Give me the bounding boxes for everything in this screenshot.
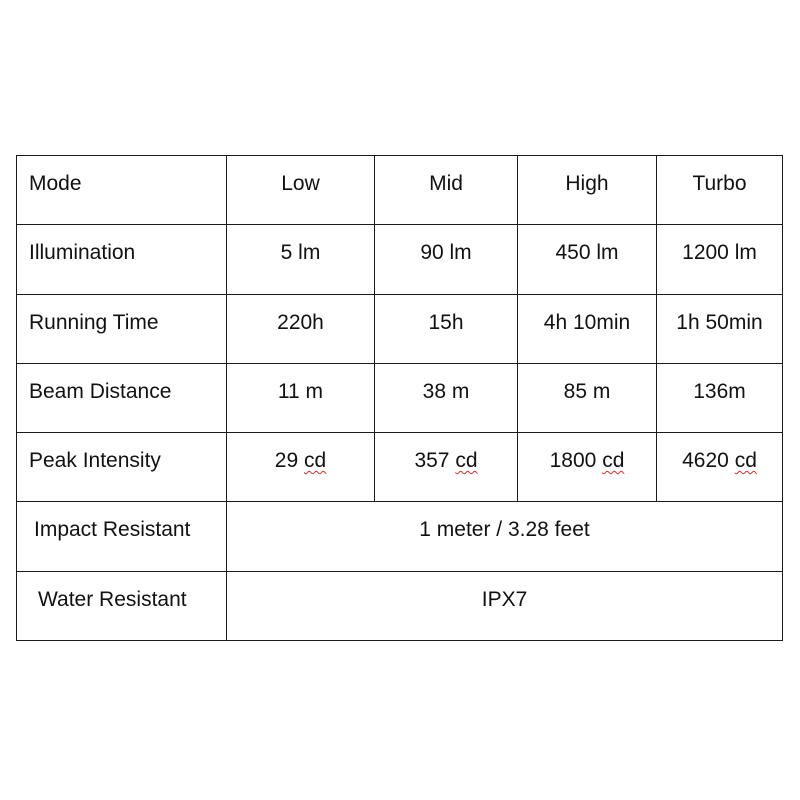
row-label-illumination: Illumination (17, 225, 227, 294)
running-time-mid: 15h (375, 294, 518, 363)
row-label-mode: Mode (17, 156, 227, 225)
mode-mid: Mid (375, 156, 518, 225)
table-row-running-time (17, 294, 783, 363)
illumination-turbo: 1200 lm (657, 225, 783, 294)
mode-low: Low (227, 156, 375, 225)
beam-distance-turbo: 136m (657, 363, 783, 432)
illumination-low: 5 lm (227, 225, 375, 294)
table-row-water-resistant (17, 571, 783, 640)
table-row-beam-distance (17, 363, 783, 432)
table-row-illumination (17, 225, 783, 294)
row-label-running-time: Running Time (17, 294, 227, 363)
water-resistant-value: IPX7 (227, 571, 783, 640)
running-time-high: 4h 10min (518, 294, 657, 363)
row-label-impact-resistant: Impact Resistant (17, 502, 227, 571)
running-time-turbo: 1h 50min (657, 294, 783, 363)
illumination-high: 450 lm (518, 225, 657, 294)
table-row-mode (17, 156, 783, 225)
peak-intensity-turbo: 4620 cd (657, 433, 783, 502)
mode-high: High (518, 156, 657, 225)
beam-distance-low: 11 m (227, 363, 375, 432)
impact-resistant-value: 1 meter / 3.28 feet (227, 502, 783, 571)
beam-distance-mid: 38 m (375, 363, 518, 432)
row-label-beam-distance: Beam Distance (17, 363, 227, 432)
row-label-peak-intensity: Peak Intensity (17, 433, 227, 502)
illumination-mid: 90 lm (375, 225, 518, 294)
mode-turbo: Turbo (657, 156, 783, 225)
peak-intensity-low: 29 cd (227, 433, 375, 502)
running-time-low: 220h (227, 294, 375, 363)
table-row-peak-intensity (17, 433, 783, 502)
spec-table (16, 155, 783, 641)
peak-intensity-mid: 357 cd (375, 433, 518, 502)
peak-intensity-high: 1800 cd (518, 433, 657, 502)
beam-distance-high: 85 m (518, 363, 657, 432)
table-row-impact-resistant (17, 502, 783, 571)
row-label-water-resistant: Water Resistant (17, 571, 227, 640)
